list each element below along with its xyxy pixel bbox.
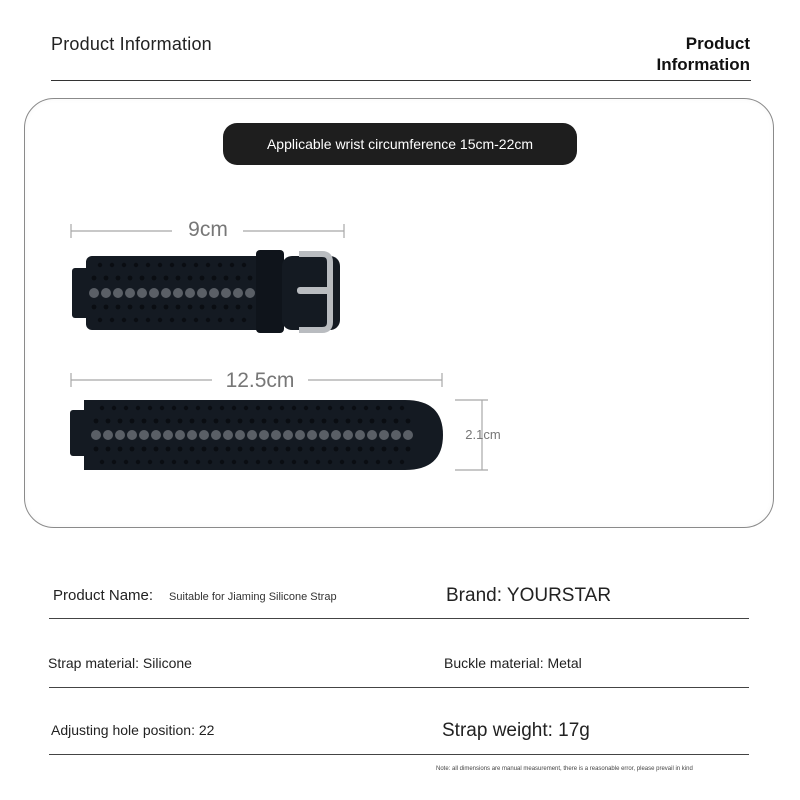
- strap-hole: [340, 460, 344, 464]
- strap-hole: [98, 263, 102, 267]
- strap-hole: [134, 318, 138, 322]
- strap-hole: [208, 460, 212, 464]
- spec-divider-3: [49, 754, 749, 755]
- strap-hole: [115, 430, 125, 440]
- strap-hole: [226, 447, 231, 452]
- strap-hole: [364, 460, 368, 464]
- strap-hole: [382, 419, 387, 424]
- strap-hole: [352, 406, 356, 410]
- strap-hole: [184, 406, 188, 410]
- strap-hole: [236, 305, 241, 310]
- strap-hole: [196, 406, 200, 410]
- strap-hole: [370, 419, 375, 424]
- strap-hole: [140, 305, 145, 310]
- strap-hole: [310, 447, 315, 452]
- strap-hole: [164, 305, 169, 310]
- long-strap-dimension: [71, 369, 442, 392]
- strap-hole: [166, 447, 171, 452]
- strap-hole: [172, 460, 176, 464]
- strap-hole: [283, 430, 293, 440]
- strap-hole: [247, 430, 257, 440]
- strap-hole: [188, 305, 193, 310]
- strap-hole: [376, 406, 380, 410]
- strap-hole: [214, 419, 219, 424]
- header-title-left: Product Information: [51, 34, 212, 54]
- wrist-circumference-badge: Applicable wrist circumference 15cm-22cm: [223, 123, 577, 165]
- strap-hole: [388, 460, 392, 464]
- strap-hole: [112, 460, 116, 464]
- strap-hole: [211, 430, 221, 440]
- strap-hole: [230, 318, 234, 322]
- strap-hole: [139, 430, 149, 440]
- strap-hole: [220, 406, 224, 410]
- strap-hole: [160, 460, 164, 464]
- strap-hole: [94, 447, 99, 452]
- strap-hole: [136, 460, 140, 464]
- strap-hole: [236, 276, 241, 281]
- strap-hole: [92, 305, 97, 310]
- strap-hole: [106, 419, 111, 424]
- short-strap: [72, 250, 340, 333]
- strap-hole: [185, 288, 195, 298]
- strap-hole: [346, 419, 351, 424]
- strap-hole: [202, 447, 207, 452]
- strap-hole: [176, 305, 181, 310]
- spec-divider-2: [49, 687, 749, 688]
- strap-hole: [388, 406, 392, 410]
- strap-hole: [152, 305, 157, 310]
- strap-hole: [175, 430, 185, 440]
- strap-hole: [172, 406, 176, 410]
- strap-hole: [268, 406, 272, 410]
- strap-hole: [233, 288, 243, 298]
- strap-hole: [209, 288, 219, 298]
- product-name-value: Suitable for Jiaming Silicone Strap: [169, 591, 337, 603]
- strap-hole: [274, 419, 279, 424]
- spec-strap-material: Strap material: Silicone: [48, 655, 192, 671]
- strap-hole: [367, 430, 377, 440]
- strap-hole: [158, 263, 162, 267]
- strap-hole: [125, 288, 135, 298]
- strap-hole: [268, 460, 272, 464]
- strap-hole: [226, 419, 231, 424]
- strap-hole: [148, 406, 152, 410]
- strap-hole: [197, 288, 207, 298]
- strap-hole: [394, 447, 399, 452]
- strap-hole: [113, 288, 123, 298]
- strap-hole: [104, 276, 109, 281]
- strap-hole: [403, 430, 413, 440]
- strap-hole: [161, 288, 171, 298]
- strap-hole: [328, 460, 332, 464]
- strap-hole: [316, 406, 320, 410]
- strap-hole: [262, 447, 267, 452]
- strap-hole: [202, 419, 207, 424]
- strap-hole: [220, 460, 224, 464]
- strap-hole: [319, 430, 329, 440]
- strap-hole: [166, 419, 171, 424]
- strap-hole: [110, 318, 114, 322]
- strap-hole: [187, 430, 197, 440]
- strap-hole: [244, 406, 248, 410]
- strap-hole: [334, 447, 339, 452]
- strap-hole: [238, 419, 243, 424]
- strap-hole: [199, 430, 209, 440]
- strap-hole: [310, 419, 315, 424]
- strap-hole: [224, 276, 229, 281]
- strap-hole: [271, 430, 281, 440]
- strap-hole: [182, 263, 186, 267]
- strap-hole: [370, 447, 375, 452]
- strap-hole: [212, 305, 217, 310]
- strap-hole: [358, 419, 363, 424]
- strap-hole: [163, 430, 173, 440]
- strap-hole: [104, 305, 109, 310]
- strap-hole: [286, 447, 291, 452]
- product-name-label: Product Name:: [53, 587, 154, 604]
- strap-hole: [245, 288, 255, 298]
- long-strap: [70, 400, 443, 470]
- strap-hole: [124, 406, 128, 410]
- strap-width-label: 2.1cm: [465, 427, 501, 442]
- strap-hole: [364, 406, 368, 410]
- strap-hole: [394, 419, 399, 424]
- strap-hole: [328, 406, 332, 410]
- strap-hole: [298, 419, 303, 424]
- strap-hole: [242, 318, 246, 322]
- strap-hole: [91, 430, 101, 440]
- strap-hole: [178, 447, 183, 452]
- strap-hole: [103, 430, 113, 440]
- strap-hole: [382, 447, 387, 452]
- strap-hole: [160, 406, 164, 410]
- strap-hole: [106, 447, 111, 452]
- strap-hole: [259, 430, 269, 440]
- strap-hole: [170, 263, 174, 267]
- strap-hole: [137, 288, 147, 298]
- strap-hole: [94, 419, 99, 424]
- strap-hole: [322, 419, 327, 424]
- strap-hole: [340, 406, 344, 410]
- strap-hole: [127, 430, 137, 440]
- strap-hole: [140, 276, 145, 281]
- strap-hole: [200, 276, 205, 281]
- strap-hole: [118, 447, 123, 452]
- strap-hole: [164, 276, 169, 281]
- strap-hole: [151, 430, 161, 440]
- strap-hole: [280, 460, 284, 464]
- strap-hole: [248, 276, 253, 281]
- strap-hole: [98, 318, 102, 322]
- short-strap-keeper: [256, 250, 284, 333]
- strap-hole: [295, 430, 305, 440]
- strap-hole: [200, 305, 205, 310]
- strap-hole: [292, 460, 296, 464]
- strap-hole: [248, 305, 253, 310]
- strap-hole: [280, 406, 284, 410]
- strap-hole: [110, 263, 114, 267]
- strap-hole: [184, 460, 188, 464]
- strap-hole: [194, 263, 198, 267]
- strap-hole: [154, 419, 159, 424]
- strap-hole: [256, 406, 260, 410]
- strap-hole: [100, 406, 104, 410]
- strap-hole: [214, 447, 219, 452]
- strap-width-dimension: [455, 400, 501, 470]
- strap-hole: [142, 419, 147, 424]
- strap-hole: [218, 263, 222, 267]
- strap-hole: [242, 263, 246, 267]
- measurement-footnote: Note: all dimensions are manual measurement, there is a reasonable error, please prevail in kind: [436, 766, 693, 772]
- strap-hole: [122, 318, 126, 322]
- strap-hole: [352, 460, 356, 464]
- short-strap-dimension: [71, 218, 344, 241]
- strap-hole: [116, 276, 121, 281]
- spec-buckle-material: Buckle material: Metal: [444, 655, 582, 671]
- strap-hole: [128, 305, 133, 310]
- strap-hole: [154, 447, 159, 452]
- strap-hole: [146, 318, 150, 322]
- strap-hole: [358, 447, 363, 452]
- strap-hole: [391, 430, 401, 440]
- strap-hole: [101, 288, 111, 298]
- strap-hole: [148, 460, 152, 464]
- strap-hole: [298, 447, 303, 452]
- strap-hole: [206, 318, 210, 322]
- strap-hole: [256, 460, 260, 464]
- strap-hole: [232, 460, 236, 464]
- strap-hole: [130, 447, 135, 452]
- spec-adjusting-holes: Adjusting hole position: 22: [51, 722, 215, 738]
- strap-hole: [194, 318, 198, 322]
- strap-hole: [118, 419, 123, 424]
- strap-hole: [112, 406, 116, 410]
- strap-hole: [221, 288, 231, 298]
- strap-hole: [316, 460, 320, 464]
- strap-hole: [224, 305, 229, 310]
- strap-hole: [100, 460, 104, 464]
- strap-hole: [92, 276, 97, 281]
- strap-hole: [158, 318, 162, 322]
- strap-hole: [286, 419, 291, 424]
- strap-hole: [334, 419, 339, 424]
- strap-hole: [331, 430, 341, 440]
- strap-hole: [343, 430, 353, 440]
- strap-hole: [262, 419, 267, 424]
- strap-hole: [136, 406, 140, 410]
- spec-brand: Brand: YOURSTAR: [446, 585, 612, 606]
- strap-hole: [355, 430, 365, 440]
- strap-hole: [376, 460, 380, 464]
- strap-hole: [206, 263, 210, 267]
- strap-hole: [149, 288, 159, 298]
- strap-hole: [212, 276, 217, 281]
- strap-hole: [190, 419, 195, 424]
- buckle-tongue: [297, 287, 333, 294]
- strap-hole: [223, 430, 233, 440]
- strap-hole: [400, 406, 404, 410]
- strap-hole: [89, 288, 99, 298]
- spec-strap-weight: Strap weight: 17g: [442, 720, 590, 741]
- strap-hole: [406, 419, 411, 424]
- strap-hole: [244, 460, 248, 464]
- spec-divider-1: [49, 618, 749, 619]
- strap-hole: [218, 318, 222, 322]
- strap-hole: [232, 406, 236, 410]
- strap-hole: [116, 305, 121, 310]
- long-strap-length-label: 12.5cm: [225, 369, 295, 392]
- short-strap-length-label: 9cm: [188, 218, 228, 241]
- strap-hole: [379, 430, 389, 440]
- strap-hole: [130, 419, 135, 424]
- strap-hole: [292, 406, 296, 410]
- strap-hole: [178, 419, 183, 424]
- strap-hole: [250, 419, 255, 424]
- strap-hole: [188, 276, 193, 281]
- strap-hole: [128, 276, 133, 281]
- strap-hole: [274, 447, 279, 452]
- strap-hole: [304, 406, 308, 410]
- strap-hole: [346, 447, 351, 452]
- strap-hole: [235, 430, 245, 440]
- strap-hole: [250, 447, 255, 452]
- strap-hole: [238, 447, 243, 452]
- strap-hole: [322, 447, 327, 452]
- strap-hole: [146, 263, 150, 267]
- strap-hole: [190, 447, 195, 452]
- strap-hole: [134, 263, 138, 267]
- strap-hole: [230, 263, 234, 267]
- strap-hole: [406, 447, 411, 452]
- strap-hole: [142, 447, 147, 452]
- strap-hole: [208, 406, 212, 410]
- strap-hole: [307, 430, 317, 440]
- strap-hole: [182, 318, 186, 322]
- strap-hole: [176, 276, 181, 281]
- strap-hole: [173, 288, 183, 298]
- strap-hole: [152, 276, 157, 281]
- header-title-right-line2: Information: [656, 55, 750, 74]
- strap-hole: [170, 318, 174, 322]
- spec-product-name: [53, 587, 337, 604]
- strap-hole: [196, 460, 200, 464]
- header-title-right-line1: Product: [685, 34, 750, 53]
- strap-hole: [304, 460, 308, 464]
- strap-hole: [400, 460, 404, 464]
- strap-hole: [122, 263, 126, 267]
- strap-hole: [124, 460, 128, 464]
